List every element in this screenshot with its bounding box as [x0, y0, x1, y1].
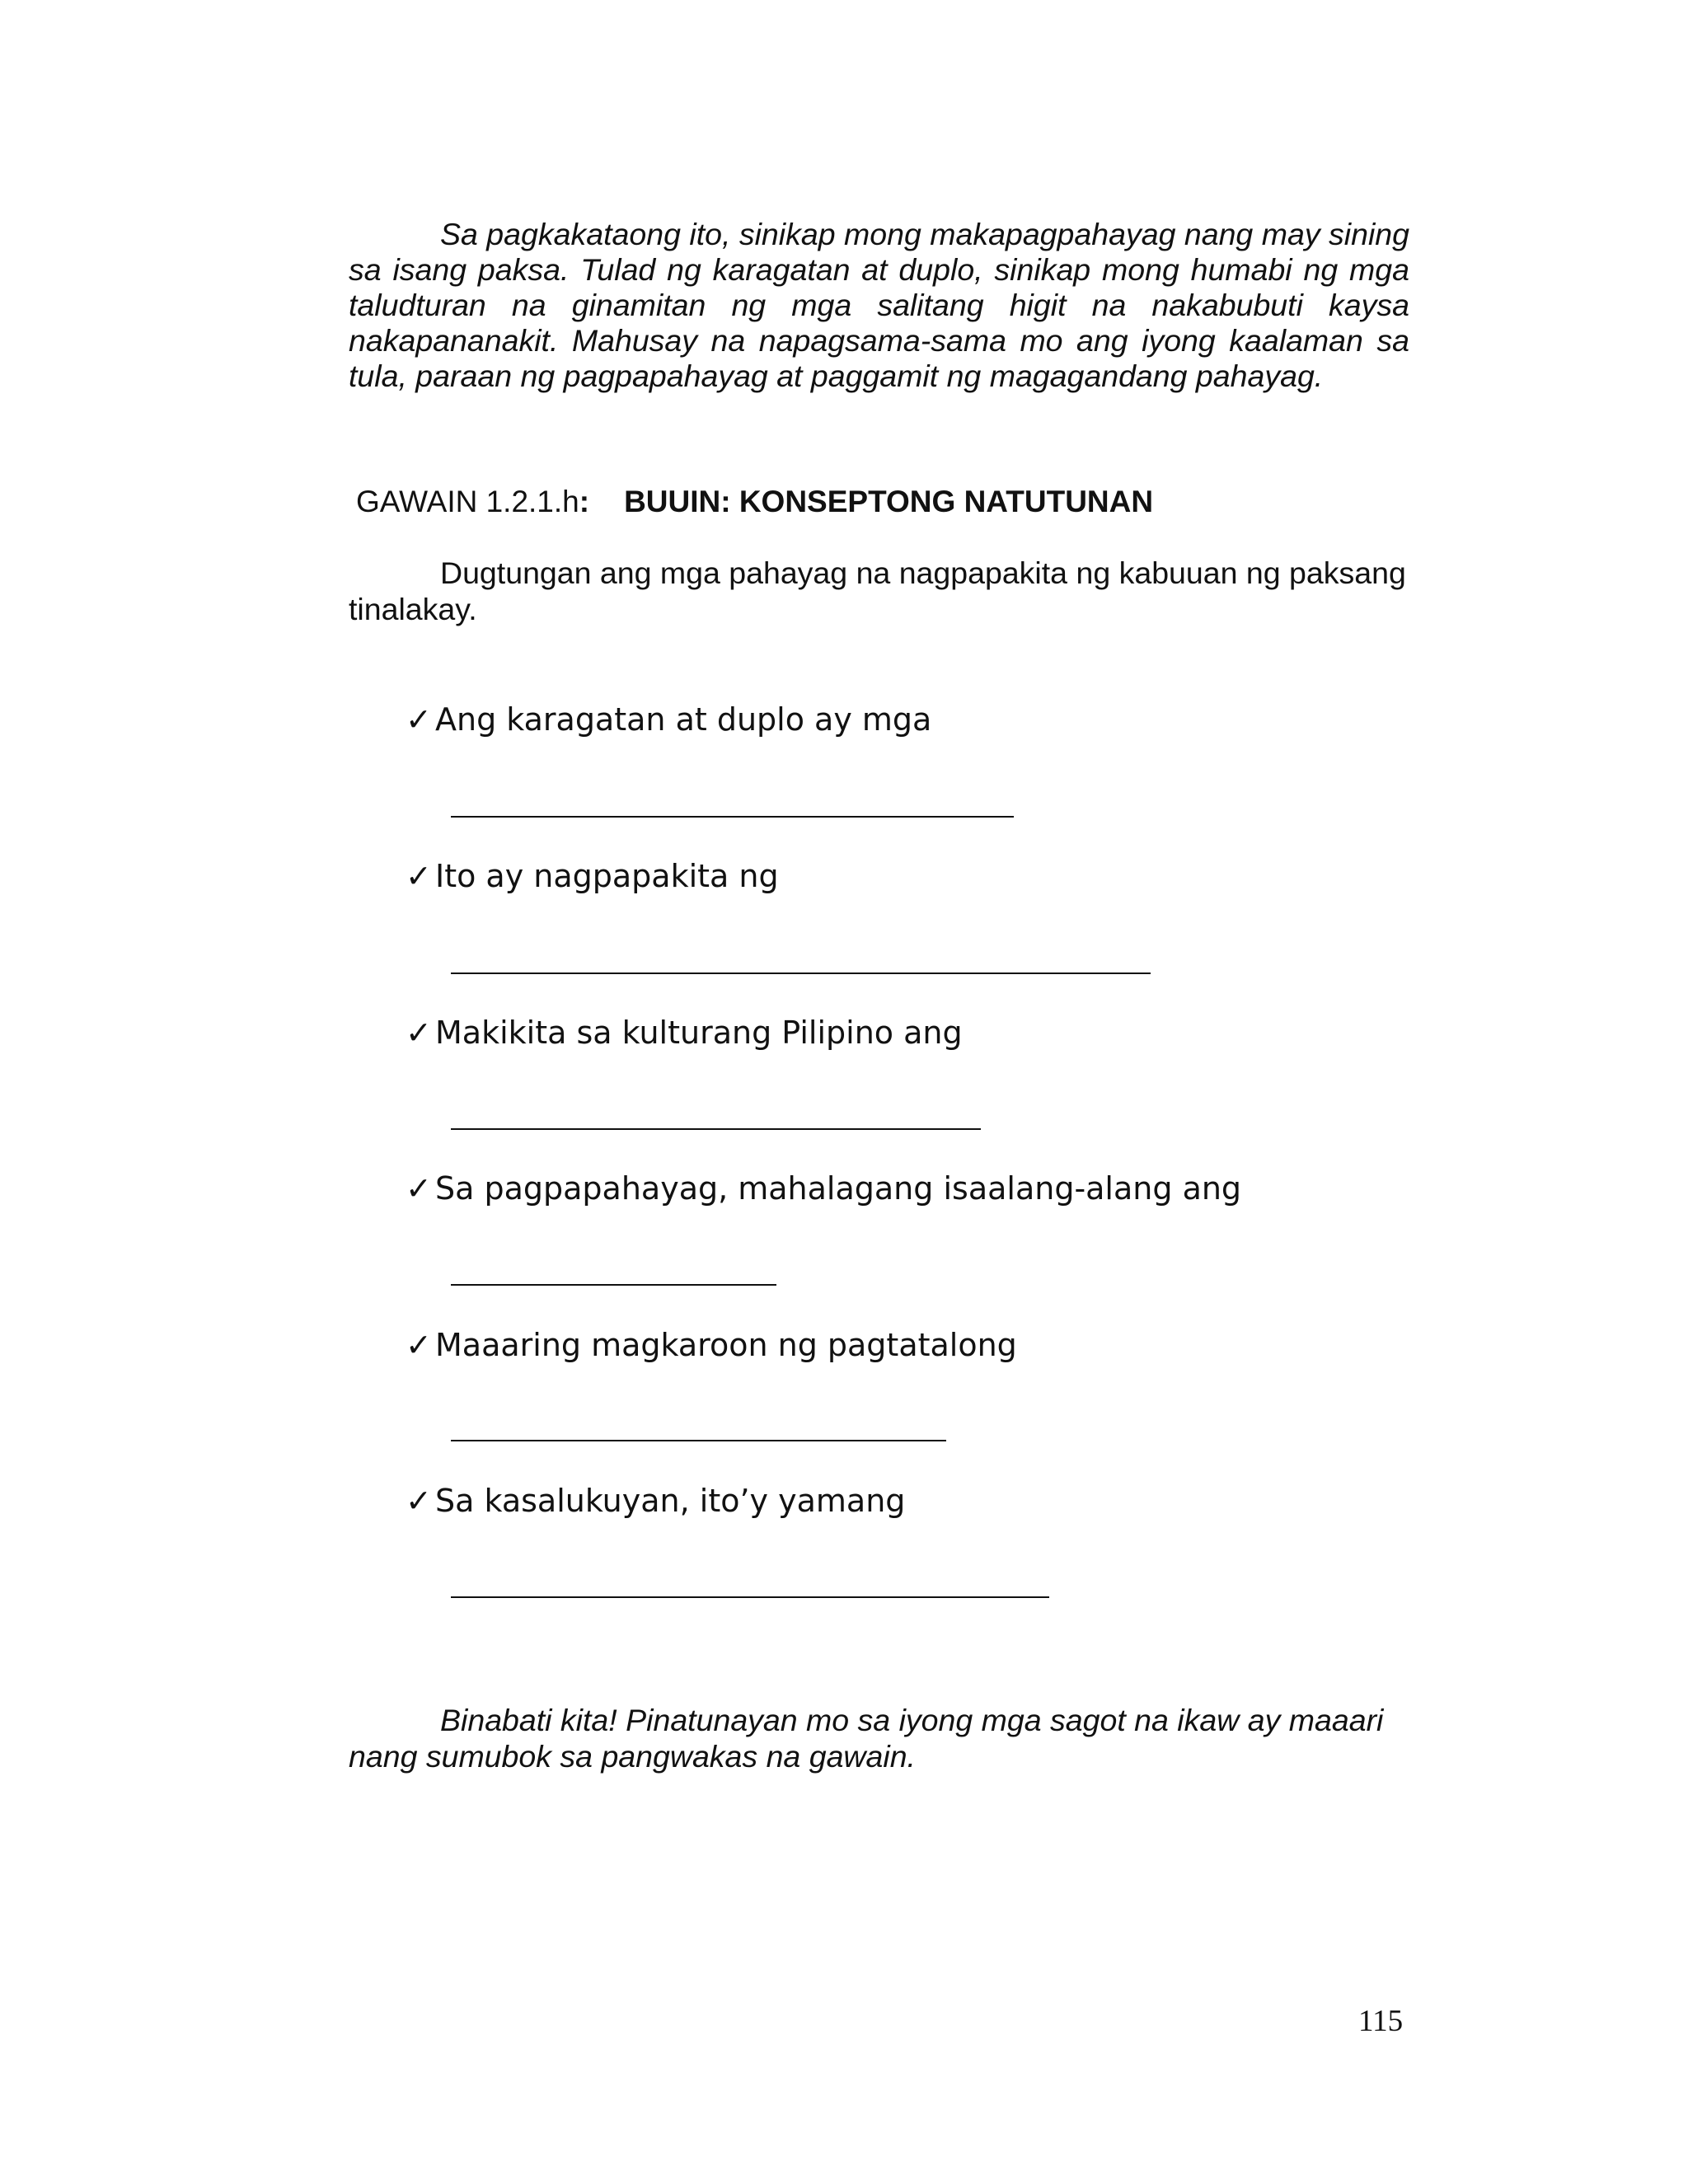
closing-paragraph: Binabati kita! Pinatunayan mo sa iyong mga sagot na ikaw ay maaari nang sumubok sa pangwakas na gawain. [349, 1703, 1384, 1774]
list-item [406, 858, 779, 894]
activity-heading [356, 484, 1153, 520]
activity-colon: : [579, 485, 590, 518]
list-item [406, 1327, 1017, 1363]
answer-blank[interactable] [451, 1596, 1049, 1598]
list-item [406, 1483, 905, 1519]
checkmark-icon: ✓ [406, 1015, 432, 1051]
checkmark-icon: ✓ [406, 1483, 432, 1519]
instruction-paragraph: Dugtungan ang mga pahayag na nagpapakita ng kabuuan ng paksang tinalakay. [349, 555, 1406, 626]
list-item [406, 1170, 1241, 1207]
item-text: Makikita sa kulturang Pilipino ang [435, 1015, 963, 1051]
answer-blank[interactable] [451, 1128, 981, 1130]
checkmark-icon: ✓ [406, 1327, 432, 1363]
page-number: 115 [1358, 2004, 1404, 2038]
answer-blank[interactable] [451, 1440, 946, 1441]
item-text: Ang karagatan at duplo ay mga [435, 701, 932, 738]
list-item [406, 1015, 963, 1051]
activity-code: GAWAIN 1.2.1.h [356, 485, 579, 518]
intro-paragraph: Sa pagkakataong ito, sinikap mong makapagpahayag nang may sining sa isang paksa. Tulad ng karagatan at duplo, sinikap mong humabi ng mga taludturan na ginamitan ng mga salitang higit na nakabubuti kaysa nakapananakit. Mahusay na napagsama-sama mo ang iyong kaalaman sa tula, paraan ng pagpapahayag at paggamit ng magagandang pahayag. [349, 217, 1409, 393]
answer-blank[interactable] [451, 816, 1014, 818]
answer-blank[interactable] [451, 972, 1151, 974]
item-text: Sa kasalukuyan, ito’y yamang [435, 1483, 906, 1519]
item-text: Maaaring magkaroon ng pagtatalong [435, 1327, 1017, 1363]
item-text: Sa pagpapahayag, mahalagang isaalang-alang ang [435, 1170, 1242, 1207]
checkmark-icon: ✓ [406, 701, 432, 738]
list-item [406, 701, 931, 738]
item-text: Ito ay nagpapakita ng [435, 858, 779, 894]
answer-blank[interactable] [451, 1284, 776, 1286]
checkmark-icon: ✓ [406, 858, 432, 894]
activity-title: BUUIN: KONSEPTONG NATUTUNAN [624, 485, 1154, 518]
checkmark-icon: ✓ [406, 1170, 432, 1207]
